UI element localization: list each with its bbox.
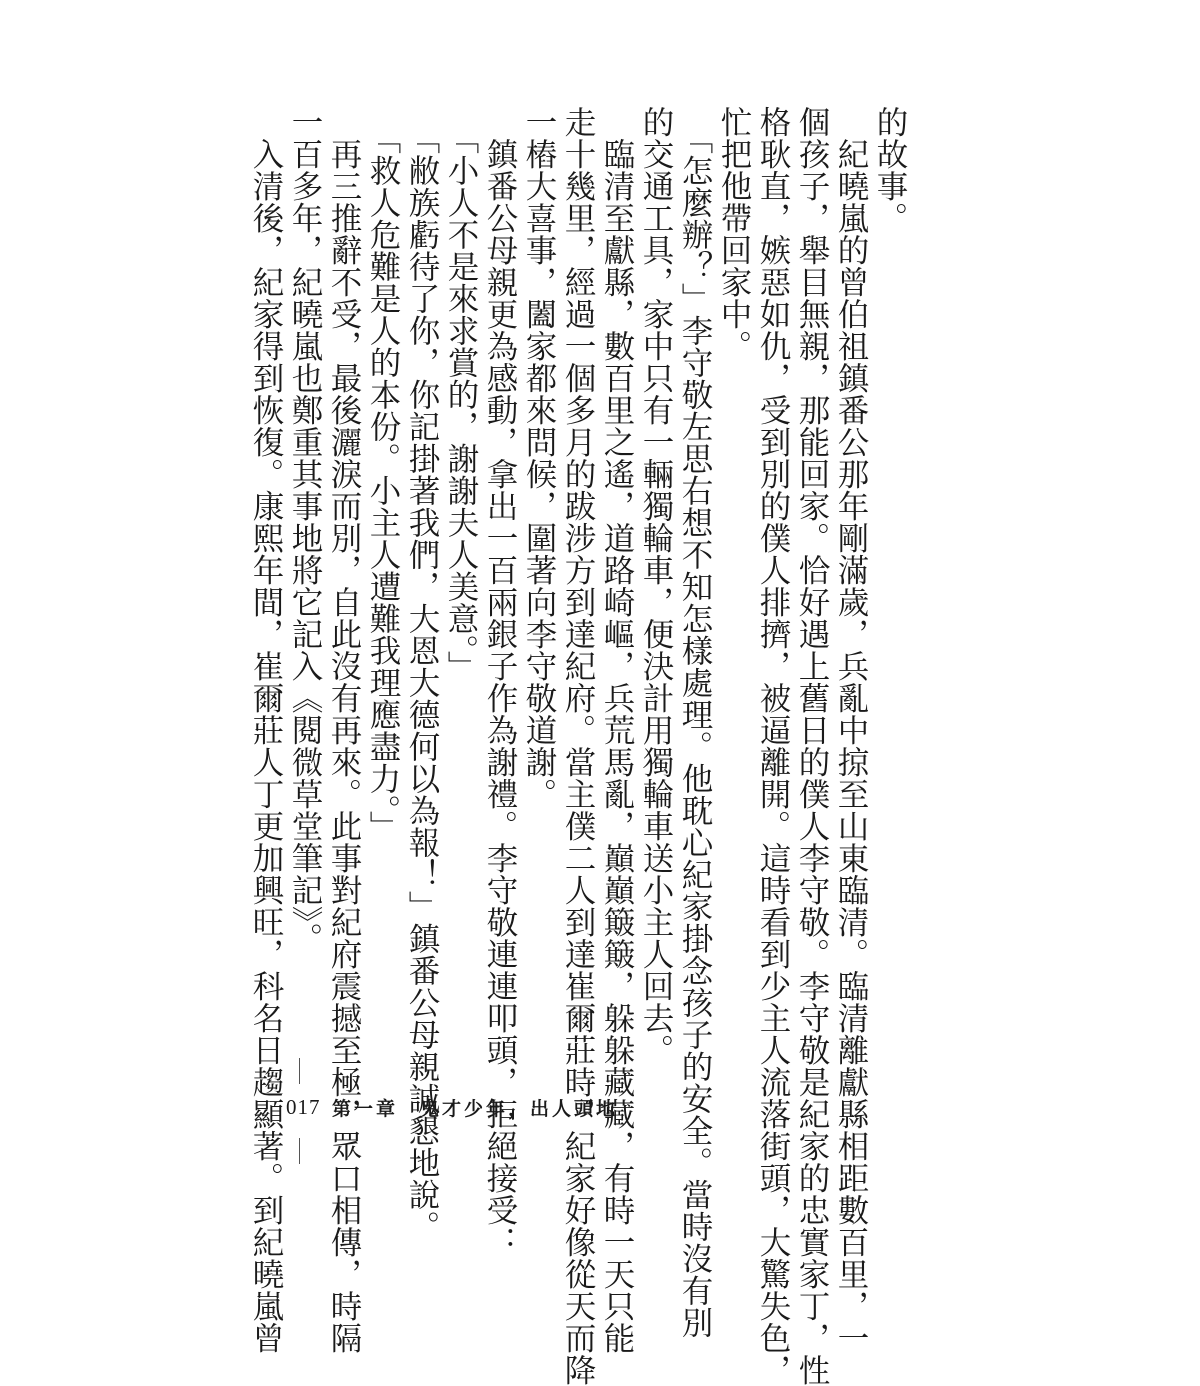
text-column: 再三推辭不受，最後灑淚而別，自此沒有再來。此事對紀府震撼至極，眾口相傳，時隔 [326,106,362,1354]
text-column: 「救人危難是人的本份。小主人遭難我理應盡力。」 [365,106,401,843]
chapter-title: 第一章 鬼才少年，出人頭地 [332,1098,619,1120]
text-column: 臨清至獻縣，數百里之遙，道路崎嶇，兵荒馬亂，巔巔簸簸，躲躲藏藏，有時一天只能 [599,106,635,1354]
text-column: 紀曉嵐的曾伯祖鎮番公那年剛滿歲，兵亂中掠至山東臨清。臨清離獻縣相距數百里，一 [833,106,869,1354]
page-number: 017 [286,1095,321,1119]
text-column: 格耿直，嫉惡如仇，受到別的僕人排擠，被逼離開。這時看到少主人流落街頭，大驚失色， [755,106,791,1386]
text-column: 一百多年，紀曉嵐也鄭重其事地將它記入《閱微草堂筆記》。 [287,106,323,955]
text-column: 忙把他帶回家中。 [716,106,752,362]
page-footer [286,1058,686,1178]
text-column: 的交通工具，家中只有一輛獨輪車，便決計用獨輪車送小主人回去。 [638,106,674,1066]
text-column: 鎮番公母親更為感動，拿出一百兩銀子作為謝禮。李守敬連連叩頭，拒絕接受： [482,106,518,1258]
text-column: 「怎麼辦？」李守敬左思右想不知怎樣處理。他耽心紀家掛念孩子的安全。當時沒有別 [677,106,713,1339]
text-column: 的故事。 [872,106,908,234]
text-column: 入清後，紀家得到恢復。康熙年間，崔爾莊人丁更加興旺，科名日趨顯著。到紀曉嵐曾 [248,106,284,1354]
text-column: 一樁大喜事，闔家都來問候，圍著向李守敬道謝。 [521,106,557,810]
text-column: 「敝族虧待了你，你記掛著我們，大恩大德何以為報！」鎮番公母親誠懇地說。 [404,106,440,1243]
text-column: 走十幾里，經過一個多月的跋涉方到達紀府。當主僕二人到達崔爾莊時，紀家好像從天而降 [560,106,596,1386]
footer-rule-top [299,1058,300,1084]
text-column: 個孩子，舉目無親，那能回家。恰好遇上舊日的僕人李守敬。李守敬是紀家的忠實家丁，性 [794,106,830,1386]
text-column: 「小人不是來求賞的，謝謝夫人美意。」 [443,106,479,683]
footer-rule-bottom [299,1138,300,1164]
